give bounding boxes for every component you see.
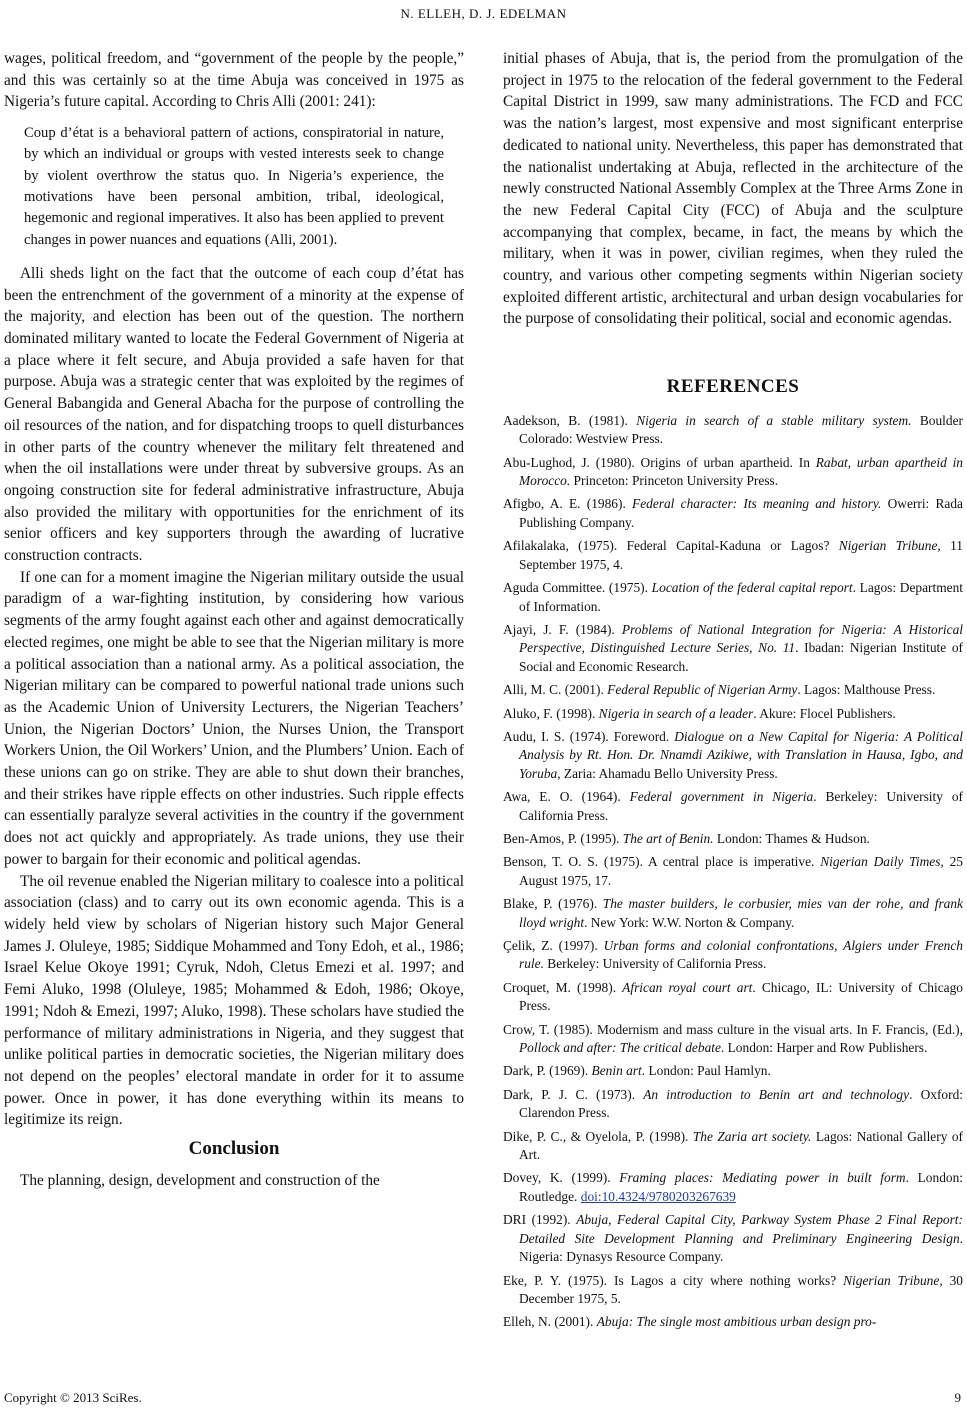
- reference-entry: [503, 1313, 963, 1331]
- reference-entry: [503, 937, 963, 974]
- reference-entry: [503, 895, 963, 932]
- reference-title: Benin art: [591, 1063, 642, 1079]
- reference-entry: [503, 728, 963, 783]
- reference-authors: Audu, I. S. (1974). Foreword.: [503, 728, 675, 744]
- reference-entry: [503, 1128, 963, 1165]
- reference-title: Problems of National Integration for Nigeria: A Historical Perspective, Distinguished Lecture Series, No. 11: [519, 621, 963, 656]
- reference-authors: Dike, P. C., & Oyelola, P. (1998).: [503, 1128, 693, 1144]
- reference-authors: Benson, T. O. S. (1975). A central place is imperative.: [503, 854, 821, 870]
- reference-entry: [503, 495, 963, 532]
- reference-publisher: Berkeley: University of California Press.: [543, 956, 767, 972]
- reference-publisher: Zaria: Ahamadu Bello University Press.: [560, 765, 778, 781]
- paragraph: initial phases of Abuja, that is, the period from the promulgation of the project in 1975 to the relocation of the federal government to the Federal Capital District in 1999, saw many administrations. The FCD and FCC was the nation’s largest, most expensive and most significant enterprise dedicated to national unity. Nevertheless, this paper has demonstrated that the nationalist undertaking at Abuja, reflected in the architecture of the newly constructed National Assembly Complex at the Three Arms Zone in the new Federal Capital City (FCC) of Abuja and the sculpture accompanying that complex, became, in fact, the means by which the military, when it was in power, civilian regimes, when they ruled the country, and various other competing segments within Nigerian society exploited different artistic, architectural and urban design vocabularies for the purpose of consolidating their political, social and economic agendas.: [503, 50, 963, 328]
- reference-authors: DRI (1992).: [503, 1212, 577, 1228]
- reference-entry: [503, 979, 963, 1016]
- reference-title: The art of Benin.: [622, 830, 714, 846]
- reference-entry: [503, 1211, 963, 1266]
- reference-publisher: . London: Harper and Row Publishers.: [720, 1040, 928, 1056]
- reference-authors: Blake, P. (1976).: [503, 896, 603, 912]
- reference-entry: [503, 1086, 963, 1123]
- paragraph: The oil revenue enabled the Nigerian military to coalesce into a political association (class) and to carry out its own economic agenda. This is a widely held view by scholars of Nigerian history such Major General James J. Oluleye, 1985; Siddique Mohammed and Tony Edoh, et al., 1986; Israel Kelue Okoye 1991; Cyruk, Ndoh, Cletus Emezi et al. 1997; and Femi Aluko, 1998 (Oluleye, 1985; Mohammed & Edoh, 1986; Okoye, 1991; Ndoh & Emezi, 1997; Aluko, 1998). These scholars have studied the performance of military administrations in Nigeria, and they suggest that unlike political parties in democratic societies, the Nigerian military does not depend on the peoples’ electoral mandate in order for it to assume power. Once in power, it has done everything within its means to legitimize its reign.: [4, 872, 464, 1129]
- reference-authors: Abu-Lughod, J. (1980). Origins of urban apartheid. In: [503, 454, 816, 470]
- reference-title: The Zaria art society.: [692, 1128, 812, 1144]
- reference-title: Nigerian Daily Times,: [820, 854, 944, 870]
- reference-title: An introduction to Benin art and technology: [643, 1086, 910, 1102]
- reference-entry: [503, 1169, 963, 1206]
- reference-title: Nigeria in search of a leader: [598, 705, 754, 721]
- reference-publisher: . Oxford: Clarendon Press.: [519, 1086, 963, 1121]
- reference-authors: Aadekson, B. (1981).: [503, 412, 637, 428]
- reference-publisher: 30 December 1975, 5.: [519, 1272, 963, 1306]
- reference-title: Nigeria in search of a stable military system.: [636, 412, 912, 428]
- page-number: 9: [954, 1390, 961, 1405]
- reference-title: Abuja: The single most ambitious urban design pro-: [596, 1314, 877, 1330]
- reference-publisher: . London: Paul Hamlyn.: [641, 1063, 771, 1079]
- reference-publisher: . Ibadan: Nigerian Institute of Social and Economic Research.: [519, 640, 963, 674]
- reference-authors: Çelik, Z. (1997).: [503, 938, 604, 953]
- reference-authors: Crow, T. (1985). Modernism and mass culture in the visual arts. In F. Francis, (Ed.),: [503, 1021, 963, 1037]
- reference-authors: Aguda Committee. (1975).: [503, 580, 652, 596]
- reference-entry: [503, 412, 963, 449]
- reference-title: Pollock and after: The critical debate: [519, 1040, 721, 1056]
- block-quote: Coup d’état is a behavioral pattern of actions, conspiratorial in nature, by which an individual or groups with vested interests seek to change by violent overthrow the status quo. In Nigeria’s experience, the motivations have been personal ambition, tribal, ideological, hegemonic and regional imperatives. It also has been applied to prevent changes in power nuances and equations (Alli, 2001).: [24, 125, 444, 248]
- reference-publisher: . London: Routledge.: [519, 1170, 964, 1204]
- reference-entry: [503, 705, 963, 723]
- reference-entry: [503, 1272, 963, 1309]
- reference-title: Dialogue on a New Capital for Nigeria: A Political Analysis by Rt. Hon. Dr. Nnamdi Azikiwe, with Translation in Hausa, Igbo, and Yoruba,: [519, 728, 963, 781]
- reference-title: Federal government in Nigeria: [629, 789, 814, 805]
- reference-title: African royal court art: [622, 979, 753, 995]
- reference-publisher: London: Thames & Hudson.: [713, 830, 870, 846]
- reference-publisher: . Berkeley: University of California Press.: [519, 789, 963, 823]
- running-header: N. ELLEH, D. J. EDELMAN: [400, 6, 567, 21]
- reference-entry: [503, 681, 963, 699]
- references-list: [503, 412, 963, 1332]
- conclusion-heading: Conclusion: [188, 1138, 280, 1160]
- reference-title: Rabat, urban apartheid in Morocco.: [519, 454, 963, 489]
- reference-authors: Eke, P. Y. (1975). Is Lagos a city where nothing works?: [503, 1272, 844, 1288]
- reference-authors: Dovey, K. (1999).: [503, 1170, 620, 1186]
- reference-publisher: . Lagos: Department of Information.: [519, 580, 963, 614]
- references-heading: REFERENCES: [666, 376, 800, 398]
- reference-entry: [503, 621, 963, 676]
- reference-authors: Ben-Amos, P. (1995).: [503, 830, 623, 846]
- paragraph: If one can for a moment imagine the Nigerian military outside the usual paradigm of a war-fighting institution, by considering how various segments of the army fought against each other and against democratically elected regimes, one might be able to see that the Nigerian military is more a political association than a national army. As a political association, the Nigerian military can be compared to powerful national trade unions such as the Academic Union of University Lecturers, the Nigerian Teachers’ Union, the Nigerian Doctors’ Union, the Nurses Union, the Transport Workers Union, the Oil Workers’ Union, and the Plumbers’ Union. Each of these unions can go on strike. They are able to shut down their branches, and their strikes have ripple effects on other industries. Such ripple effects can essentially paralyze several activities in the country if the government does not act quickly and appropriately. As trade unions, they use their power to bargain for their economic and political agendas.: [4, 568, 464, 868]
- reference-publisher: 11 September 1975, 4.: [519, 538, 964, 572]
- paragraph: Alli sheds light on the fact that the outcome of each coup d’état has been the entrenchment of the government of a minority at the expense of the majority, and election has been out of the question. The northern dominated military wanted to locate the Federal Government of Nigeria at a place where it felt secure, and Abuja provided a safe haven for that purpose. Abuja was a strategic center that was exploited by the regimes of General Babangida and General Abacha for the purpose of controlling the oil resources of the nation, and for dispatching troops to quell disturbances in other parts of the country whenever the military felt threatened and when the oil installations were under threat by subversive groups. As an ongoing construction site for federal administrative infrastructure, Abuja also provided the military with opportunities for the enrichment of its senior officers and key supporters through the awarding of lucrative construction contracts.: [4, 264, 464, 565]
- reference-authors: Awa, E. O. (1964).: [503, 789, 630, 805]
- reference-publisher: . Chicago, IL: University of Chicago Press.: [519, 979, 963, 1014]
- reference-title: The master builders, le corbusier, mies van der rohe, and frank lloyd wright: [519, 896, 963, 930]
- reference-publisher: Boulder Colorado: Westview Press.: [519, 412, 963, 447]
- reference-publisher: . Nigeria: Dynasys Resource Company.: [519, 1230, 963, 1265]
- reference-entry: [503, 853, 963, 890]
- reference-publisher: Princeton: Princeton University Press.: [570, 473, 779, 489]
- reference-entry: [503, 454, 963, 491]
- paragraph: wages, political freedom, and “government of the people by the people,” and this was certainly so at the time Abuja was conceived in 1975 as Nigeria’s future capital. According to Chris Alli (2001: 241):: [4, 50, 464, 111]
- reference-title: Location of the federal capital report: [651, 580, 853, 596]
- reference-authors: Afilakalaka, (1975). Federal Capital-Kaduna or Lagos?: [503, 538, 839, 554]
- reference-authors: Croquet, M. (1998).: [503, 979, 623, 995]
- reference-entry: [503, 579, 963, 616]
- reference-authors: Dark, P. (1969).: [503, 1063, 592, 1079]
- reference-entry: [503, 1062, 963, 1080]
- reference-title: Federal Republic of Nigerian Army: [607, 682, 798, 698]
- reference-entry: [503, 788, 963, 825]
- reference-entry: [503, 537, 963, 574]
- reference-title: Framing places: Mediating power in built form: [619, 1170, 906, 1186]
- reference-publisher: 25 August 1975, 17.: [519, 854, 963, 888]
- reference-title: Nigerian Tribune,: [838, 538, 941, 554]
- reference-authors: Ajayi, J. F. (1984).: [503, 621, 622, 637]
- reference-authors: Afigbo, A. E. (1986).: [503, 496, 633, 512]
- reference-authors: Alli, M. C. (2001).: [503, 682, 608, 698]
- paragraph: The planning, design, development and construction of the: [20, 1171, 380, 1189]
- reference-publisher: . Lagos: Malthouse Press.: [797, 682, 936, 698]
- doi-link[interactable]: doi:10.4324/9780203267639: [580, 1188, 736, 1204]
- reference-authors: Dark, P. J. C. (1973).: [503, 1086, 644, 1102]
- copyright-footer: Copyright © 2013 SciRes.: [4, 1390, 142, 1405]
- right-column: [503, 48, 963, 1337]
- reference-publisher: . New York: W.W. Norton & Company.: [584, 914, 795, 930]
- left-column: [4, 48, 464, 1191]
- reference-title: Federal character: Its meaning and history.: [632, 496, 882, 512]
- reference-publisher: Owerri: Rada Publishing Company.: [519, 496, 963, 530]
- reference-publisher: Lagos: National Gallery of Art.: [519, 1128, 963, 1163]
- reference-title: Abuja, Federal Capital City, Parkway System Phase 2 Final Report: Detailed Site Development Planning and Preliminary Engineering Design: [519, 1212, 963, 1246]
- reference-entry: [503, 1021, 963, 1058]
- reference-authors: Aluko, F. (1998).: [503, 705, 599, 721]
- reference-title: Nigerian Tribune,: [843, 1272, 943, 1288]
- reference-publisher: . Akure: Flocel Publishers.: [753, 705, 896, 721]
- reference-authors: Elleh, N. (2001).: [503, 1314, 597, 1330]
- reference-entry: [503, 830, 963, 848]
- reference-title: Urban forms and colonial confrontations, Algiers under French rule.: [519, 938, 963, 972]
